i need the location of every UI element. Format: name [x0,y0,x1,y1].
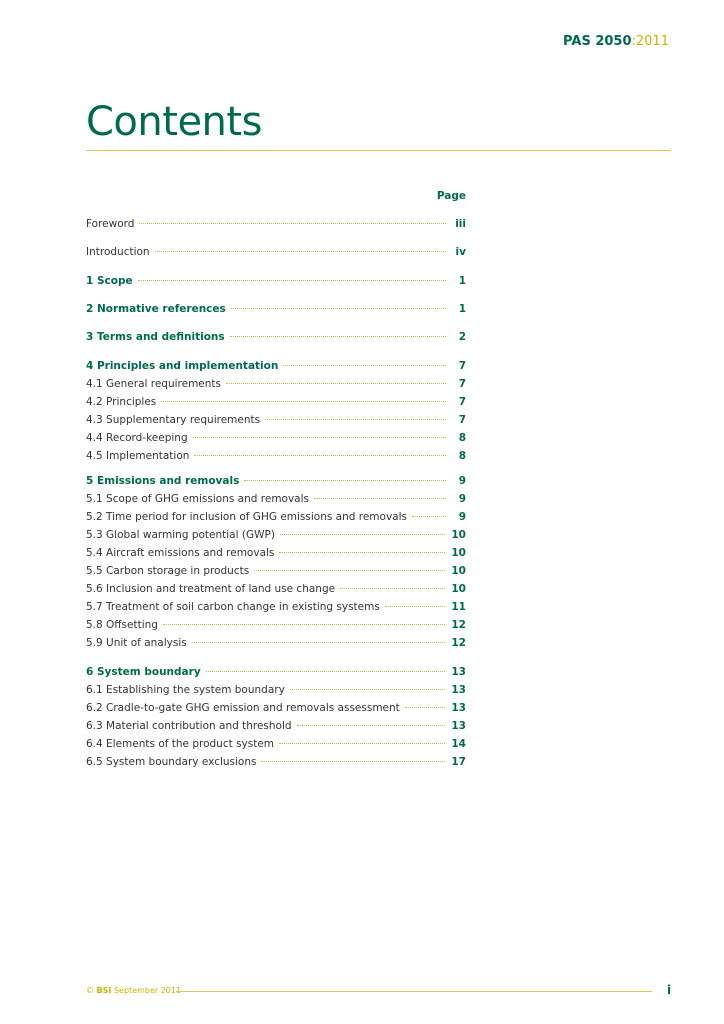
toc-entry-title: 5.1 Scope of GHG emissions and removals [86,493,310,505]
toc-entry-title: 6.5 System boundary exclusions [86,756,257,768]
toc-entry-page: 7 [458,414,466,426]
toc-entry[interactable] [86,546,466,560]
toc-entry-page: 2 [458,331,466,343]
toc-leader-dots [192,642,446,643]
toc-leader-dots [340,588,445,589]
publisher-name: BSI [96,986,112,995]
toc-leader-dots [155,251,446,252]
toc-leader-dots [244,480,446,481]
footer-page-number: i [667,983,672,997]
toc-entry[interactable] [86,431,466,445]
toc-leader-dots [138,280,446,281]
toc-leader-dots [261,761,445,762]
toc-entry[interactable] [86,274,466,288]
toc-leader-dots [385,606,446,607]
toc-entry-page: 7 [458,360,466,372]
toc-entry-page: 10 [451,565,466,577]
toc-leader-dots [230,336,446,337]
toc-entry-page: 9 [458,511,466,523]
footer-copyright [86,985,181,997]
running-head [563,34,669,50]
toc-entry-page: 14 [451,738,466,750]
toc-entry-page: 7 [458,378,466,390]
doc-year: 2011 [635,34,669,49]
toc-entry-title: 6.2 Cradle-to-gate GHG emission and removals assessment [86,702,400,714]
doc-code: PAS 2050 [563,34,632,49]
toc-entry-title: 5.8 Offsetting [86,619,158,631]
toc-entry[interactable] [86,377,466,391]
toc-entry-title: 6.1 Establishing the system boundary [86,684,285,696]
toc-entry[interactable] [86,755,466,769]
toc-entry[interactable] [86,618,466,632]
toc-entry[interactable] [86,701,466,715]
toc-entry-title: 4 Principles and implementation [86,360,279,372]
toc-entry-title: 2 Normative references [86,303,226,315]
toc-entry-title: Foreword [86,218,135,230]
toc-entry[interactable] [86,217,466,231]
toc-leader-dots [163,624,445,625]
toc-entry-page: 8 [458,432,466,444]
toc-entry-page: 13 [451,720,466,732]
toc-leader-dots [193,437,446,438]
toc-entry[interactable] [86,564,466,578]
toc-leader-dots [194,455,446,456]
toc-entry-page: 7 [458,396,466,408]
toc-entry[interactable] [86,245,466,259]
toc-entry-title: 5.3 Global warming potential (GWP) [86,529,275,541]
toc-entry-page: iv [455,246,466,258]
toc-entry-page: iii [455,218,466,230]
toc-leader-dots [283,365,446,366]
toc-leader-dots [314,498,446,499]
toc-entry[interactable] [86,510,466,524]
toc-entry-page: 12 [451,619,466,631]
toc-entry[interactable] [86,492,466,506]
page-column-label: Page [436,190,466,202]
toc-leader-dots [279,743,445,744]
toc-leader-dots [161,401,446,402]
toc-entry-title: 4.2 Principles [86,396,157,408]
toc-leader-dots [412,516,446,517]
toc-entry-title: 4.4 Record-keeping [86,432,188,444]
copyright-symbol: © [86,986,94,995]
toc-entry-page: 8 [458,450,466,462]
toc-entry-page: 13 [451,666,466,678]
toc-entry[interactable] [86,449,466,463]
toc-entry-title: 5.2 Time period for inclusion of GHG emissions and removals [86,511,407,523]
toc-leader-dots [265,419,446,420]
toc-leader-dots [254,570,445,571]
toc-entry[interactable] [86,413,466,427]
toc-entry[interactable] [86,719,466,733]
toc-entry-page: 10 [451,583,466,595]
toc-leader-dots [297,725,446,726]
toc-entry-title: 5.9 Unit of analysis [86,637,187,649]
doc-code-separator: : [631,34,636,49]
toc-entry-page: 13 [451,702,466,714]
toc-entry[interactable] [86,302,466,316]
toc-leader-dots [231,308,446,309]
toc-entry-title: 5.6 Inclusion and treatment of land use change [86,583,336,595]
toc-entry[interactable] [86,474,466,488]
toc-entry-page: 13 [451,684,466,696]
toc-entry[interactable] [86,359,466,373]
toc-entry-title: 5.4 Aircraft emissions and removals [86,547,275,559]
toc-entry[interactable] [86,582,466,596]
publication-date: September 2011 [113,986,182,995]
toc-entry[interactable] [86,528,466,542]
toc-entry-title: 4.3 Supplementary requirements [86,414,261,426]
toc-leader-dots [279,552,445,553]
toc-entry-page: 12 [451,637,466,649]
toc-entry-title: 4.1 General requirements [86,378,222,390]
title-divider [86,150,671,151]
toc-leader-dots [139,223,446,224]
toc-entry-page: 17 [451,756,466,768]
toc-entry-title: 6 System boundary [86,666,201,678]
toc-entry-page: 9 [458,493,466,505]
toc-entry[interactable] [86,683,466,697]
toc-entry-title: 6.3 Material contribution and threshold [86,720,292,732]
toc-entry-title: 1 Scope [86,275,133,287]
toc-entry-page: 10 [451,547,466,559]
toc-entry-title: 3 Terms and definitions [86,331,225,343]
toc-entry-title: 5.7 Treatment of soil carbon change in existing systems [86,601,380,613]
toc-entry-page: 1 [458,303,466,315]
footer-divider [176,991,652,992]
toc-entry-title: 6.4 Elements of the product system [86,738,275,750]
toc-entry-title: Introduction [86,246,150,258]
toc-entry[interactable] [86,636,466,650]
toc-entry-page: 1 [458,275,466,287]
toc-entry-title: 4.5 Implementation [86,450,190,462]
toc-entry[interactable] [86,665,466,679]
toc-leader-dots [405,707,446,708]
toc-entry-title: 5 Emissions and removals [86,475,240,487]
page-title: Contents [86,99,262,145]
toc-entry[interactable] [86,600,466,614]
toc-leader-dots [226,383,446,384]
toc-entry[interactable] [86,330,466,344]
toc-entry[interactable] [86,737,466,751]
toc-leader-dots [280,534,445,535]
toc-entry[interactable] [86,395,466,409]
toc-entry-page: 10 [451,529,466,541]
toc-leader-dots [206,671,446,672]
toc-entry-title: 5.5 Carbon storage in products [86,565,250,577]
toc-entry-page: 9 [458,475,466,487]
toc-leader-dots [290,689,446,690]
toc-entry-page: 11 [451,601,466,613]
